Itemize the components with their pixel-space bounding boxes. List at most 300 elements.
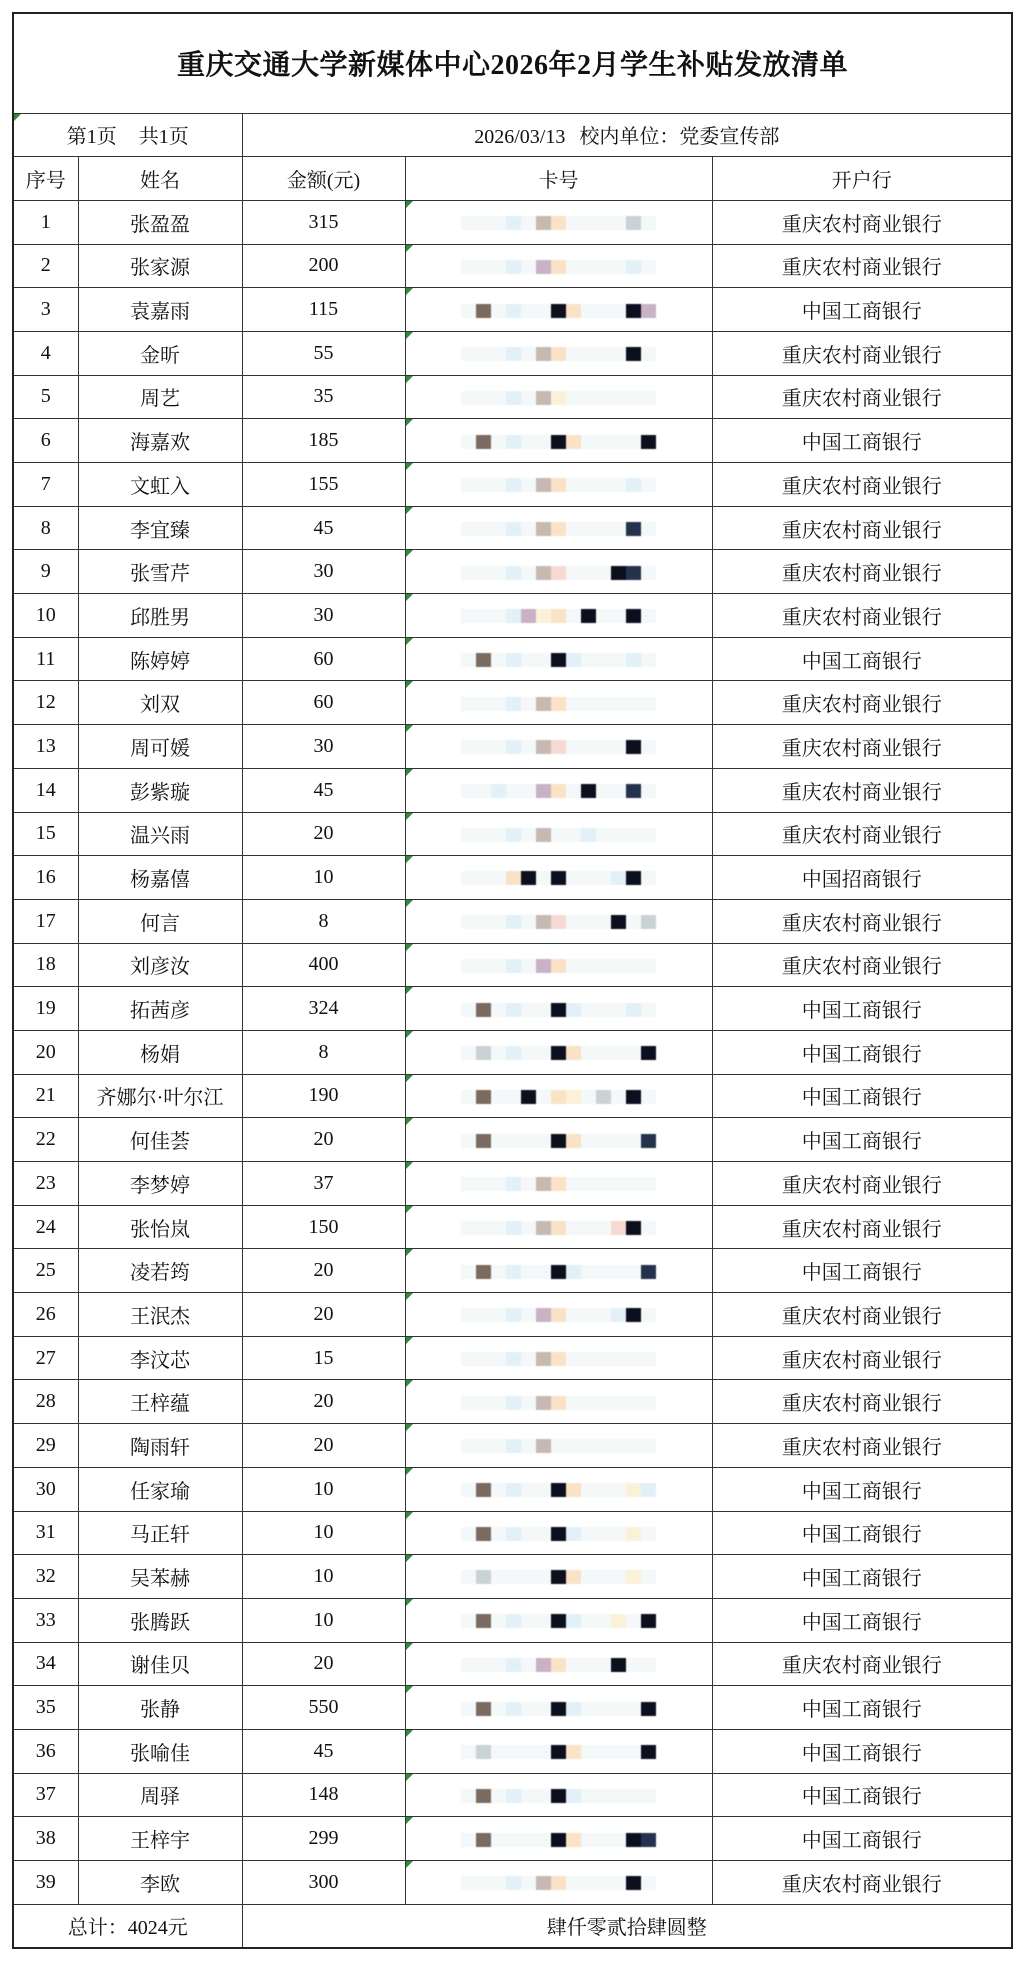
redaction-mosaic	[461, 522, 656, 536]
mosaic-block	[536, 1177, 551, 1191]
mosaic-block	[476, 1396, 491, 1410]
mosaic-block	[566, 959, 581, 973]
mosaic-block	[491, 1876, 506, 1890]
mosaic-block	[491, 784, 506, 798]
mosaic-block	[641, 1003, 656, 1017]
table-row	[13, 943, 1012, 987]
mosaic-block	[491, 216, 506, 230]
mosaic-block	[461, 915, 476, 929]
mosaic-block	[611, 959, 626, 973]
row-number-cell: 28	[13, 1380, 78, 1424]
mosaic-block	[476, 1134, 491, 1148]
bank-cell: 重庆农村商业银行	[712, 1424, 1012, 1468]
amount-cell: 45	[242, 506, 405, 550]
mosaic-block	[461, 1352, 476, 1366]
mosaic-block	[581, 216, 596, 230]
mosaic-block	[611, 1658, 626, 1672]
mosaic-block	[491, 260, 506, 274]
mosaic-block	[581, 1745, 596, 1759]
mosaic-block	[551, 915, 566, 929]
column-header-name: 姓名	[78, 157, 242, 201]
table-row	[13, 463, 1012, 507]
cell-indicator-triangle	[406, 1817, 413, 1824]
mosaic-block	[536, 1090, 551, 1104]
column-header-amount: 金额(元)	[242, 157, 405, 201]
mosaic-block	[626, 566, 641, 580]
redaction-mosaic	[461, 566, 656, 580]
mosaic-block	[476, 1876, 491, 1890]
mosaic-block	[581, 1527, 596, 1541]
mosaic-block	[506, 653, 521, 667]
mosaic-block	[596, 915, 611, 929]
mosaic-block	[566, 1396, 581, 1410]
mosaic-block	[461, 653, 476, 667]
amount-cell: 299	[242, 1817, 405, 1861]
cell-indicator-triangle	[406, 1599, 413, 1606]
mosaic-block	[596, 216, 611, 230]
table-row	[13, 1467, 1012, 1511]
mosaic-block	[521, 1396, 536, 1410]
mosaic-block	[506, 1570, 521, 1584]
mosaic-block	[566, 1745, 581, 1759]
amount-cell: 300	[242, 1861, 405, 1905]
mosaic-block	[611, 304, 626, 318]
mosaic-block	[536, 1614, 551, 1628]
row-number-cell: 14	[13, 768, 78, 812]
redaction-mosaic	[461, 609, 656, 623]
mosaic-block	[551, 653, 566, 667]
redaction-mosaic	[461, 1265, 656, 1279]
row-number-cell: 35	[13, 1686, 78, 1730]
row-number-cell: 15	[13, 812, 78, 856]
mosaic-block	[536, 1134, 551, 1148]
row-number-cell: 25	[13, 1249, 78, 1293]
cell-indicator-triangle	[406, 681, 413, 688]
table-row	[13, 244, 1012, 288]
mosaic-block	[536, 1352, 551, 1366]
mosaic-block	[626, 915, 641, 929]
row-number-cell: 18	[13, 943, 78, 987]
table-row	[13, 1162, 1012, 1206]
row-number-cell: 17	[13, 899, 78, 943]
mosaic-block	[491, 959, 506, 973]
mosaic-block	[551, 1658, 566, 1672]
cell-indicator-triangle	[406, 550, 413, 557]
amount-cell: 20	[242, 1293, 405, 1337]
name-cell: 杨娟	[78, 1030, 242, 1074]
card-number-cell-redacted	[405, 725, 712, 769]
redaction-mosaic	[461, 959, 656, 973]
amount-cell: 10	[242, 1467, 405, 1511]
mosaic-block	[581, 522, 596, 536]
redaction-mosaic	[461, 1876, 656, 1890]
name-cell: 刘彦汝	[78, 943, 242, 987]
redaction-mosaic	[461, 1789, 656, 1803]
mosaic-block	[641, 609, 656, 623]
mosaic-block	[551, 1134, 566, 1148]
mosaic-block	[536, 435, 551, 449]
mosaic-block	[461, 1221, 476, 1235]
mosaic-block	[611, 871, 626, 885]
mosaic-block	[491, 1702, 506, 1716]
mosaic-block	[596, 1483, 611, 1497]
redaction-mosaic	[461, 391, 656, 405]
table-head	[13, 13, 1012, 200]
name-cell: 陶雨轩	[78, 1424, 242, 1468]
card-number-cell-redacted	[405, 550, 712, 594]
mosaic-block	[551, 1702, 566, 1716]
mosaic-block	[626, 653, 641, 667]
mosaic-block	[581, 1439, 596, 1453]
row-number-cell: 12	[13, 681, 78, 725]
mosaic-block	[551, 347, 566, 361]
card-number-cell-redacted	[405, 1074, 712, 1118]
mosaic-block	[536, 828, 551, 842]
report-date: 2026/03/13	[474, 126, 566, 149]
mosaic-block	[626, 478, 641, 492]
mosaic-block	[626, 260, 641, 274]
mosaic-block	[551, 1265, 566, 1279]
amount-cell: 148	[242, 1773, 405, 1817]
table-row	[13, 856, 1012, 900]
name-cell: 张盈盈	[78, 200, 242, 244]
mosaic-block	[521, 915, 536, 929]
mosaic-block	[626, 435, 641, 449]
mosaic-block	[611, 1134, 626, 1148]
row-number-cell: 26	[13, 1293, 78, 1337]
mosaic-block	[596, 1876, 611, 1890]
mosaic-block	[491, 304, 506, 318]
mosaic-block	[611, 260, 626, 274]
row-number-cell: 4	[13, 331, 78, 375]
mosaic-block	[641, 697, 656, 711]
mosaic-block	[611, 1003, 626, 1017]
row-number-cell: 33	[13, 1598, 78, 1642]
mosaic-block	[476, 1221, 491, 1235]
name-cell: 王泯杰	[78, 1293, 242, 1337]
mosaic-block	[626, 1745, 641, 1759]
card-number-cell-redacted	[405, 1773, 712, 1817]
mosaic-block	[551, 697, 566, 711]
mosaic-block	[521, 871, 536, 885]
mosaic-block	[566, 522, 581, 536]
amount-cell: 55	[242, 331, 405, 375]
mosaic-block	[611, 1745, 626, 1759]
amount-cell: 20	[242, 1380, 405, 1424]
mosaic-block	[461, 1177, 476, 1191]
mosaic-block	[641, 260, 656, 274]
mosaic-block	[581, 697, 596, 711]
amount-cell: 10	[242, 856, 405, 900]
mosaic-block	[566, 1614, 581, 1628]
row-number-cell: 31	[13, 1511, 78, 1555]
mosaic-block	[596, 1134, 611, 1148]
page-info-row	[13, 113, 1012, 157]
mosaic-block	[566, 1439, 581, 1453]
mosaic-block	[626, 609, 641, 623]
amount-cell: 15	[242, 1336, 405, 1380]
mosaic-block	[611, 784, 626, 798]
mosaic-block	[611, 1265, 626, 1279]
cell-indicator-triangle	[406, 1293, 413, 1300]
cell-indicator-triangle	[406, 1118, 413, 1125]
mosaic-block	[461, 784, 476, 798]
row-number-cell: 24	[13, 1205, 78, 1249]
mosaic-block	[536, 478, 551, 492]
table-row	[13, 812, 1012, 856]
document-title: 重庆交通大学新媒体中心2026年2月学生补贴发放清单	[13, 13, 1012, 113]
cell-indicator-triangle	[406, 1162, 413, 1169]
table-row	[13, 331, 1012, 375]
name-cell: 李梦婷	[78, 1162, 242, 1206]
mosaic-block	[581, 1876, 596, 1890]
table-row	[13, 200, 1012, 244]
mosaic-block	[491, 740, 506, 754]
mosaic-block	[491, 1308, 506, 1322]
card-number-cell-redacted	[405, 812, 712, 856]
mosaic-block	[581, 959, 596, 973]
name-cell: 凌若筠	[78, 1249, 242, 1293]
mosaic-block	[626, 784, 641, 798]
mosaic-block	[521, 609, 536, 623]
mosaic-block	[491, 1570, 506, 1584]
mosaic-block	[491, 1090, 506, 1104]
mosaic-block	[626, 697, 641, 711]
amount-cell: 35	[242, 375, 405, 419]
mosaic-block	[566, 1527, 581, 1541]
mosaic-block	[626, 1702, 641, 1716]
mosaic-block	[581, 1046, 596, 1060]
mosaic-block	[626, 1265, 641, 1279]
amount-cell: 37	[242, 1162, 405, 1206]
card-number-cell-redacted	[405, 419, 712, 463]
amount-cell: 324	[242, 987, 405, 1031]
mosaic-block	[536, 653, 551, 667]
mosaic-block	[536, 697, 551, 711]
redaction-mosaic	[461, 740, 656, 754]
mosaic-block	[551, 1833, 566, 1847]
mosaic-block	[581, 1614, 596, 1628]
mosaic-block	[521, 740, 536, 754]
mosaic-block	[521, 1614, 536, 1628]
amount-cell: 8	[242, 1030, 405, 1074]
mosaic-block	[611, 1483, 626, 1497]
mosaic-block	[491, 1483, 506, 1497]
cell-indicator-triangle	[406, 245, 413, 252]
mosaic-block	[506, 1352, 521, 1366]
mosaic-block	[476, 1745, 491, 1759]
mosaic-block	[581, 304, 596, 318]
mosaic-block	[566, 391, 581, 405]
name-cell: 任家瑜	[78, 1467, 242, 1511]
mosaic-block	[641, 435, 656, 449]
table-row	[13, 1074, 1012, 1118]
row-number-cell: 9	[13, 550, 78, 594]
mosaic-block	[461, 1003, 476, 1017]
mosaic-block	[581, 609, 596, 623]
mosaic-block	[626, 522, 641, 536]
redaction-mosaic	[461, 1570, 656, 1584]
table-row	[13, 594, 1012, 638]
mosaic-block	[521, 697, 536, 711]
mosaic-block	[476, 435, 491, 449]
card-number-cell-redacted	[405, 768, 712, 812]
redaction-mosaic	[461, 915, 656, 929]
mosaic-block	[506, 260, 521, 274]
card-number-cell-redacted	[405, 1598, 712, 1642]
mosaic-block	[551, 1614, 566, 1628]
cell-indicator-triangle	[406, 1424, 413, 1431]
row-number-cell: 7	[13, 463, 78, 507]
mosaic-block	[476, 1265, 491, 1279]
name-cell: 何佳荟	[78, 1118, 242, 1162]
mosaic-block	[506, 1614, 521, 1628]
bank-cell: 重庆农村商业银行	[712, 681, 1012, 725]
mosaic-block	[596, 522, 611, 536]
cell-indicator-triangle	[406, 507, 413, 514]
mosaic-block	[461, 1265, 476, 1279]
redaction-mosaic	[461, 1614, 656, 1628]
mosaic-block	[611, 609, 626, 623]
mosaic-block	[521, 828, 536, 842]
mosaic-block	[611, 1527, 626, 1541]
redaction-mosaic	[461, 1396, 656, 1410]
mosaic-block	[476, 304, 491, 318]
mosaic-block	[626, 1308, 641, 1322]
mosaic-block	[596, 1308, 611, 1322]
cell-indicator-triangle	[406, 1031, 413, 1038]
mosaic-block	[506, 566, 521, 580]
mosaic-block	[581, 1789, 596, 1803]
mosaic-block	[641, 1527, 656, 1541]
mosaic-block	[521, 566, 536, 580]
mosaic-block	[551, 435, 566, 449]
mosaic-block	[581, 1177, 596, 1191]
bank-cell: 中国工商银行	[712, 1817, 1012, 1861]
mosaic-block	[581, 740, 596, 754]
mosaic-block	[596, 1833, 611, 1847]
mosaic-block	[551, 1221, 566, 1235]
mosaic-block	[581, 1483, 596, 1497]
name-cell: 金昕	[78, 331, 242, 375]
mosaic-block	[536, 304, 551, 318]
mosaic-block	[551, 1177, 566, 1191]
mosaic-block	[506, 1046, 521, 1060]
card-number-cell-redacted	[405, 1642, 712, 1686]
mosaic-block	[596, 566, 611, 580]
row-number-cell: 13	[13, 725, 78, 769]
table-row	[13, 725, 1012, 769]
name-cell: 陈婷婷	[78, 637, 242, 681]
mosaic-block	[611, 1614, 626, 1628]
card-number-cell-redacted	[405, 1555, 712, 1599]
bank-cell: 重庆农村商业银行	[712, 1293, 1012, 1337]
cell-indicator-triangle	[406, 856, 413, 863]
bank-cell: 重庆农村商业银行	[712, 244, 1012, 288]
mosaic-block	[536, 915, 551, 929]
mosaic-block	[506, 1090, 521, 1104]
mosaic-block	[626, 1352, 641, 1366]
name-cell: 张家源	[78, 244, 242, 288]
table-row	[13, 899, 1012, 943]
mosaic-block	[506, 784, 521, 798]
name-cell: 彭紫璇	[78, 768, 242, 812]
mosaic-block	[626, 740, 641, 754]
mosaic-block	[536, 1396, 551, 1410]
cell-indicator-triangle	[406, 1774, 413, 1781]
mosaic-block	[551, 1483, 566, 1497]
amount-cell: 30	[242, 725, 405, 769]
mosaic-block	[506, 828, 521, 842]
mosaic-block	[626, 1090, 641, 1104]
mosaic-block	[611, 1439, 626, 1453]
cell-indicator-triangle	[406, 288, 413, 295]
mosaic-block	[566, 347, 581, 361]
mosaic-block	[566, 478, 581, 492]
mosaic-block	[491, 828, 506, 842]
mosaic-block	[581, 1570, 596, 1584]
mosaic-block	[566, 653, 581, 667]
name-cell: 谢佳贝	[78, 1642, 242, 1686]
mosaic-block	[551, 1745, 566, 1759]
mosaic-block	[491, 566, 506, 580]
redaction-mosaic	[461, 304, 656, 318]
mosaic-block	[641, 784, 656, 798]
bank-cell: 重庆农村商业银行	[712, 1642, 1012, 1686]
mosaic-block	[566, 1046, 581, 1060]
row-number-cell: 10	[13, 594, 78, 638]
card-number-cell-redacted	[405, 1511, 712, 1555]
mosaic-block	[461, 1876, 476, 1890]
mosaic-block	[641, 1221, 656, 1235]
mosaic-block	[506, 1265, 521, 1279]
card-number-cell-redacted	[405, 1467, 712, 1511]
report-unit: 校内单位：党委宣传部	[579, 126, 780, 149]
redaction-mosaic	[461, 1483, 656, 1497]
mosaic-block	[641, 391, 656, 405]
bank-cell: 中国工商银行	[712, 1118, 1012, 1162]
mosaic-block	[491, 1658, 506, 1672]
header-row	[13, 157, 1012, 201]
mosaic-block	[626, 1789, 641, 1803]
mosaic-block	[581, 1265, 596, 1279]
bank-cell: 中国工商银行	[712, 419, 1012, 463]
mosaic-block	[536, 740, 551, 754]
mosaic-block	[491, 1527, 506, 1541]
mosaic-block	[461, 435, 476, 449]
name-cell: 齐娜尔·叶尔江	[78, 1074, 242, 1118]
mosaic-block	[566, 784, 581, 798]
mosaic-block	[476, 740, 491, 754]
cell-indicator-triangle	[406, 1512, 413, 1519]
mosaic-block	[536, 1658, 551, 1672]
mosaic-block	[521, 1702, 536, 1716]
redaction-mosaic	[461, 1745, 656, 1759]
name-cell: 周驿	[78, 1773, 242, 1817]
mosaic-block	[566, 1789, 581, 1803]
mosaic-block	[491, 1177, 506, 1191]
bank-cell: 中国工商银行	[712, 288, 1012, 332]
name-cell: 张喻佳	[78, 1729, 242, 1773]
mosaic-block	[461, 1614, 476, 1628]
cell-indicator-triangle	[406, 813, 413, 820]
mosaic-block	[536, 1308, 551, 1322]
bank-cell: 重庆农村商业银行	[712, 550, 1012, 594]
mosaic-block	[536, 609, 551, 623]
mosaic-block	[521, 1483, 536, 1497]
mosaic-block	[596, 435, 611, 449]
mosaic-block	[596, 1221, 611, 1235]
